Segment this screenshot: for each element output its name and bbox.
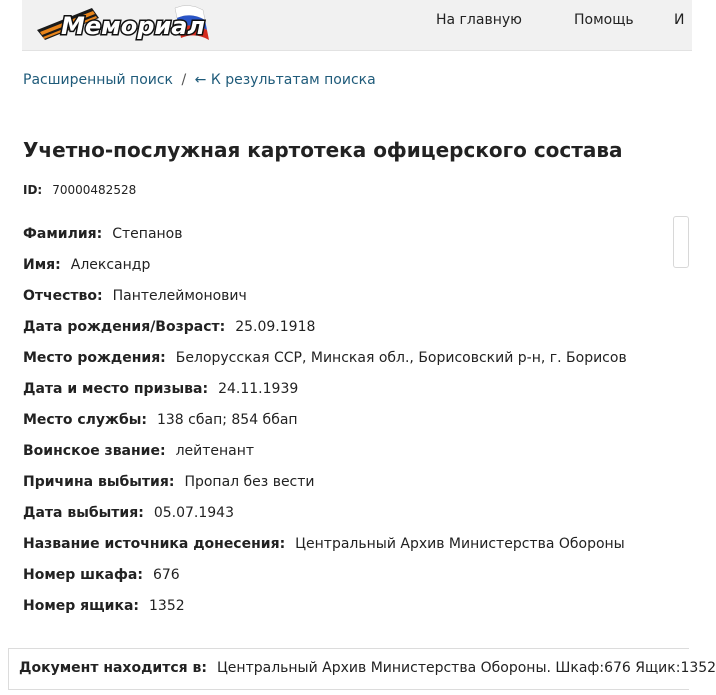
field-label: Место рождения: <box>23 350 166 366</box>
field-row <box>23 442 627 473</box>
svg-text:Мемориал: Мемориал <box>60 12 206 40</box>
field-label: Фамилия: <box>23 226 103 242</box>
site-header <box>22 0 692 51</box>
field-label: Номер ящика: <box>23 598 139 614</box>
page-title: Учетно-послужная картотека офицерского состава <box>23 138 623 162</box>
field-value: 24.11.1939 <box>218 381 299 397</box>
back-to-results-link[interactable]: ← К результатам поиска <box>194 72 376 88</box>
field-value: Белорусская ССР, Минская обл., Борисовский р-н, г. Борисов <box>175 350 627 366</box>
breadcrumb <box>23 72 376 88</box>
nav-help-link[interactable]: Помощь <box>574 12 634 28</box>
field-value: 676 <box>152 567 180 583</box>
field-value: Александр <box>70 257 151 273</box>
breadcrumb-separator: / <box>181 72 187 88</box>
field-value: лейтенант <box>175 443 255 459</box>
field-value: Центральный Архив Министерства Обороны <box>295 536 625 552</box>
field-label: Имя: <box>23 257 61 273</box>
field-label: Отчество: <box>23 288 103 304</box>
field-row <box>23 287 627 318</box>
field-row <box>23 566 627 597</box>
field-row <box>23 256 627 287</box>
nav-home-link[interactable]: На главную <box>436 12 522 28</box>
document-location-value: Центральный Архив Министерства Обороны. Шкаф:676 Ящик:1352 <box>216 660 716 676</box>
field-row <box>23 380 627 411</box>
memorial-logo[interactable] <box>37 0 212 48</box>
field-row <box>23 318 627 349</box>
field-value: Степанов <box>112 226 183 242</box>
record-id <box>23 183 136 197</box>
field-row <box>23 411 627 442</box>
field-label: Дата рождения/Возраст: <box>23 319 226 335</box>
advanced-search-link[interactable]: Расширенный поиск <box>23 72 174 88</box>
field-value: 05.07.1943 <box>153 505 234 521</box>
field-label: Номер шкафа: <box>23 567 143 583</box>
field-row <box>23 535 627 566</box>
field-value: 1352 <box>149 598 185 614</box>
record-id-label: ID: <box>23 183 43 197</box>
field-row <box>23 473 627 504</box>
record-id-value: 70000482528 <box>52 183 137 197</box>
field-value: Пропал без вести <box>184 474 315 490</box>
nav-more-link[interactable]: И <box>674 12 685 28</box>
side-panel-tab[interactable] <box>673 216 689 268</box>
field-label: Дата и место призыва: <box>23 381 209 397</box>
document-location-box <box>8 648 716 690</box>
field-label: Название источника донесения: <box>23 536 286 552</box>
field-label: Дата выбытия: <box>23 505 144 521</box>
field-row <box>23 597 627 628</box>
field-row <box>23 349 627 380</box>
field-label: Воинское звание: <box>23 443 166 459</box>
field-value: Пантелеймонович <box>112 288 247 304</box>
field-row <box>23 504 627 535</box>
field-row <box>23 225 627 256</box>
record-fields <box>23 225 627 628</box>
field-label: Место службы: <box>23 412 147 428</box>
field-label: Причина выбытия: <box>23 474 175 490</box>
field-value: 138 сбап; 854 ббап <box>156 412 298 428</box>
field-value: 25.09.1918 <box>235 319 316 335</box>
document-location-label: Документ находится в: <box>19 660 207 676</box>
